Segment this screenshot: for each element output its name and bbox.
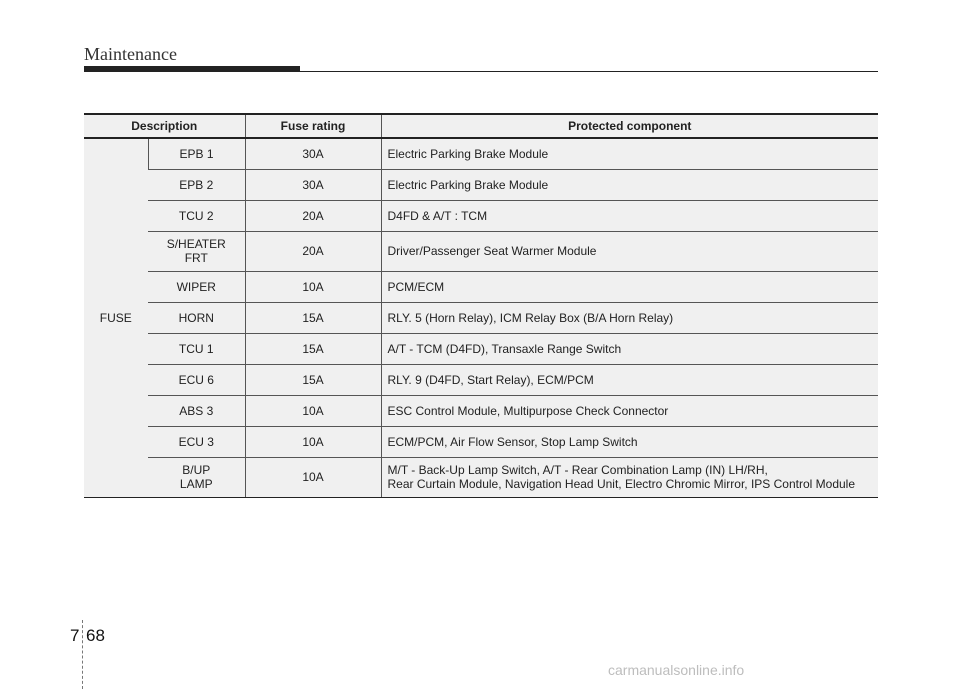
chapter-number: 7 [70, 626, 80, 645]
fuse-rating: 15A [245, 333, 381, 364]
fuse-rating: 15A [245, 302, 381, 333]
header-protected-component: Protected component [381, 114, 878, 138]
protected-component: Driver/Passenger Seat Warmer Module [381, 231, 878, 271]
table-row [84, 364, 878, 395]
table-row [84, 333, 878, 364]
header-rule [300, 71, 878, 72]
fuse-name: HORN [148, 302, 245, 333]
fuse-name: ECU 6 [148, 364, 245, 395]
fuse-rating: 30A [245, 169, 381, 200]
fuse-rating: 10A [245, 395, 381, 426]
table-header-row [84, 114, 878, 138]
fuse-rating: 10A [245, 457, 381, 497]
fuse-name: B/UP LAMP [148, 457, 245, 497]
fuse-rating: 20A [245, 231, 381, 271]
fuse-name: TCU 1 [148, 333, 245, 364]
fuse-name: WIPER [148, 271, 245, 302]
table-row [84, 138, 878, 169]
fuse-rating: 10A [245, 271, 381, 302]
fuse-name: EPB 2 [148, 169, 245, 200]
header-bar [84, 66, 300, 72]
table-row [84, 395, 878, 426]
header-description: Description [84, 114, 245, 138]
header-fuse-rating: Fuse rating [245, 114, 381, 138]
protected-component: RLY. 5 (Horn Relay), ICM Relay Box (B/A Horn Relay) [381, 302, 878, 333]
table-row [84, 169, 878, 200]
fuse-group-label: FUSE [84, 138, 148, 497]
footer-divider [82, 620, 83, 689]
protected-component: M/T - Back-Up Lamp Switch, A/T - Rear Combination Lamp (IN) LH/RH, Rear Curtain Module, Navigation Head Unit, Electro Chromic Mirror, IPS Control Module [381, 457, 878, 497]
protected-component: A/T - TCM (D4FD), Transaxle Range Switch [381, 333, 878, 364]
protected-component: Electric Parking Brake Module [381, 169, 878, 200]
fuse-rating: 10A [245, 426, 381, 457]
protected-component: ESC Control Module, Multipurpose Check Connector [381, 395, 878, 426]
fuse-name: TCU 2 [148, 200, 245, 231]
fuse-name: EPB 1 [148, 138, 245, 169]
page-number-value: 68 [86, 626, 105, 645]
table-row [84, 271, 878, 302]
table-row [84, 457, 878, 497]
fuse-name: ABS 3 [148, 395, 245, 426]
table-row [84, 302, 878, 333]
protected-component: RLY. 9 (D4FD, Start Relay), ECM/PCM [381, 364, 878, 395]
protected-component: Electric Parking Brake Module [381, 138, 878, 169]
fuse-table [84, 113, 878, 498]
table-row [84, 231, 878, 271]
fuse-name: S/HEATER FRT [148, 231, 245, 271]
fuse-rating: 30A [245, 138, 381, 169]
table-row [84, 426, 878, 457]
fuse-rating: 15A [245, 364, 381, 395]
watermark: carmanualsonline.info [608, 662, 745, 678]
fuse-name: ECU 3 [148, 426, 245, 457]
table-row [84, 200, 878, 231]
protected-component: D4FD & A/T : TCM [381, 200, 878, 231]
fuse-rating: 20A [245, 200, 381, 231]
page-header-title: Maintenance [84, 44, 177, 64]
protected-component: PCM/ECM [381, 271, 878, 302]
protected-component: ECM/PCM, Air Flow Sensor, Stop Lamp Switch [381, 426, 878, 457]
